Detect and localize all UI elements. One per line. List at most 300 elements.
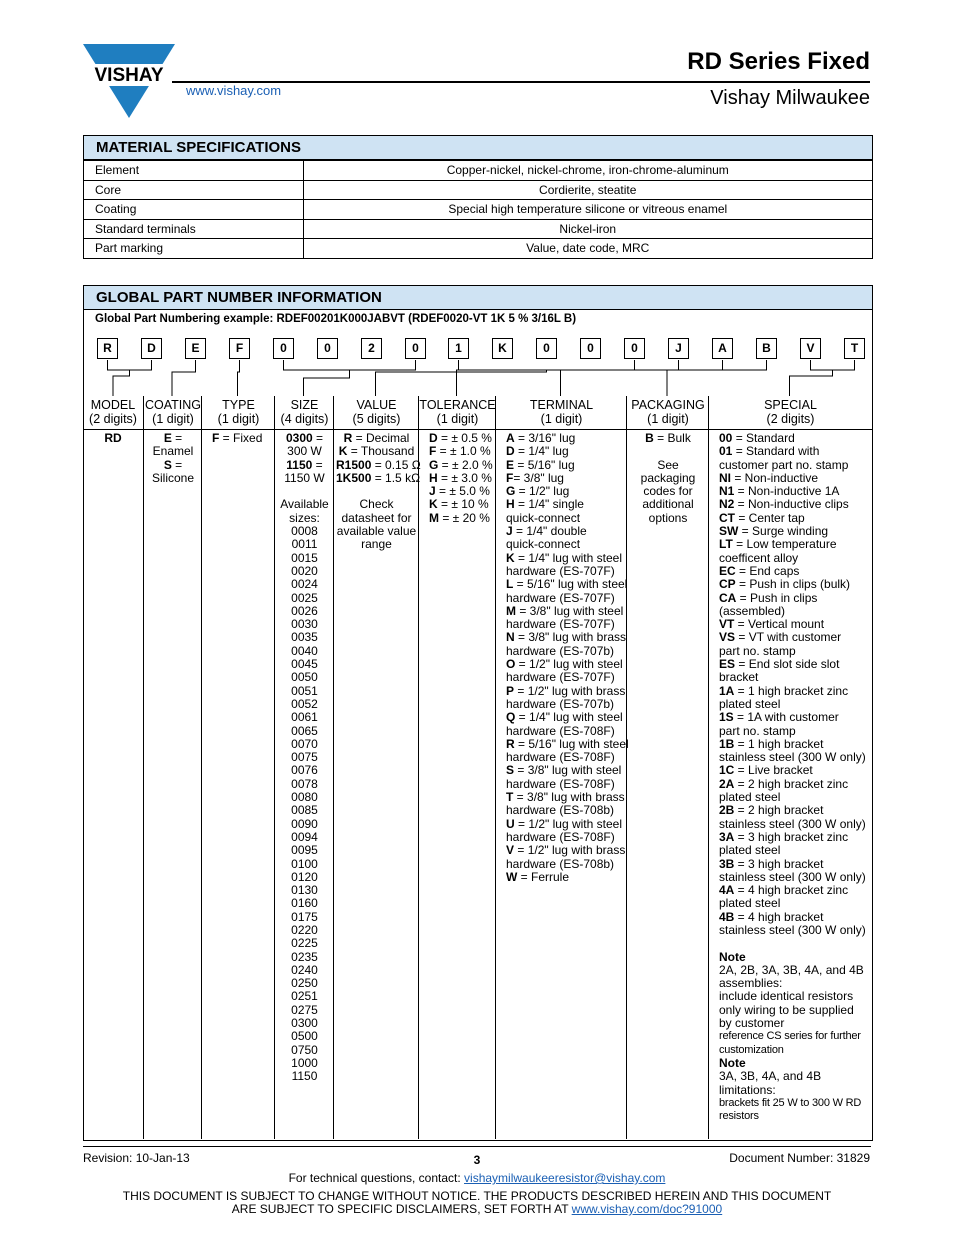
part-number-char-box: 0: [405, 338, 426, 359]
code-desc: part no. stamp: [719, 643, 796, 658]
material-label: Standard terminals: [84, 219, 303, 239]
code-line: [506, 725, 625, 738]
code-desc: hardware (ES-708F): [506, 829, 615, 844]
code-desc: hardware (ES-707F): [506, 590, 615, 605]
code-line: [506, 804, 625, 817]
code-desc: hardware (ES-707b): [506, 696, 615, 711]
code-desc: Check: [359, 497, 394, 512]
code-desc: = Standard with: [732, 444, 820, 459]
code-line: [719, 738, 870, 751]
bracket-line: [376, 370, 547, 396]
code-desc: = 1.5 kΩ: [371, 470, 421, 485]
code-desc: = 1/2" lug with steel: [514, 816, 622, 831]
code-line: [506, 472, 625, 485]
code-desc: brackets fit 25 W to 300 W RD: [719, 1096, 862, 1109]
footer-contact-email-link[interactable]: vishaymilwaukeeresistor@vishay.com: [464, 1171, 666, 1185]
code-line: [719, 804, 870, 817]
part-number-char-box: 1: [448, 338, 469, 359]
bracket-line: [304, 370, 350, 396]
code-line: [506, 645, 625, 658]
part-number-char-box: K: [492, 338, 513, 359]
size-option: 0275: [291, 1002, 318, 1017]
material-value: Copper-nickel, nickel-chrome, iron-chrome-aluminum: [303, 161, 872, 181]
size-option: 1150: [291, 1069, 318, 1084]
size-option: 0008: [291, 524, 318, 539]
column-header-title: TERMINAL: [529, 398, 594, 412]
code-line: [719, 645, 870, 658]
code-desc: = Ferrule: [517, 869, 570, 884]
code-line: [429, 498, 494, 511]
code-line: [336, 498, 417, 511]
code-desc: = 3 high bracket zinc: [734, 829, 849, 844]
code-desc: = 1A with customer: [733, 710, 839, 725]
bracket-line: [284, 360, 416, 370]
code-key: G: [506, 484, 516, 499]
gpn-column-header: [334, 396, 419, 430]
code-line: [277, 445, 332, 458]
gpn-column-body: [709, 430, 872, 1125]
code-key: E: [163, 431, 172, 445]
code-line: [506, 671, 625, 684]
code-desc: hardware (ES-707F): [506, 670, 615, 685]
code-line: [629, 485, 707, 498]
code-desc: = 4 high bracket: [734, 909, 824, 924]
code-desc: resistors: [719, 1110, 759, 1123]
code-line: [719, 445, 870, 458]
code-desc: quick-connect: [506, 537, 581, 552]
size-option: 0011: [291, 537, 318, 552]
code-desc: 2A, 2B, 3A, 3B, 4A, and 4B: [719, 962, 864, 977]
header-url-link[interactable]: www.vishay.com: [186, 83, 282, 98]
code-desc: 3A, 3B, 4A, and 4B: [719, 1069, 822, 1084]
code-key: CT: [719, 510, 735, 525]
code-desc: coefficent alloy: [719, 550, 799, 565]
code-desc: = Bulk: [653, 431, 691, 445]
code-line: [719, 964, 870, 977]
bracket-line: [113, 370, 130, 396]
size-option: 0070: [291, 736, 318, 751]
code-line: [506, 552, 625, 565]
column-header-title: SIZE: [290, 398, 319, 412]
code-desc: Enamel: [152, 444, 194, 459]
code-desc: sizes:: [289, 510, 320, 525]
code-line: [719, 977, 870, 990]
code-desc: (assembled): [719, 603, 786, 618]
code-line: [629, 472, 707, 485]
code-line: [506, 631, 625, 644]
column-header-digits: (5 digits): [352, 412, 401, 426]
code-desc: = 3/8" lug with brass: [514, 630, 626, 645]
code-desc: Available: [280, 497, 329, 512]
code-key: 2B: [719, 803, 735, 818]
code-desc: = End caps: [735, 563, 800, 578]
code-desc: = Low temperature: [732, 537, 837, 552]
code-desc: by customer: [719, 1016, 785, 1031]
code-desc: stainless steel (300 W only): [719, 816, 866, 831]
footer-page-number: 3: [473, 1153, 481, 1167]
code-line: [719, 871, 870, 884]
part-number-char-box: 0: [580, 338, 601, 359]
code-desc: = End slot side slot: [735, 657, 840, 672]
code-line: [506, 858, 625, 871]
footer-disclaimer-line-2: [0, 1202, 954, 1216]
code-line: [629, 459, 707, 472]
size-option: 0061: [291, 710, 318, 725]
gpn-column-body: [496, 430, 627, 886]
gpn-column-model: [83, 396, 143, 1139]
code-key: J: [429, 484, 436, 499]
code-line: [506, 764, 625, 777]
column-header-title: TYPE: [222, 398, 255, 412]
code-key: L: [506, 577, 514, 592]
code-line: [629, 432, 707, 445]
column-header-title: TOLERANCE: [419, 398, 496, 412]
footer-disclaimer-line-1: THIS DOCUMENT IS SUBJECT TO CHANGE WITHOUT NOTICE. THE PRODUCTS DESCRIBED HEREIN AND THIS DOCUMENT: [122, 1189, 832, 1203]
bracket-lines: [0, 0, 954, 400]
code-key: 4B: [719, 909, 735, 924]
code-key: VS: [719, 630, 736, 645]
code-desc: = 5/16" lug with steel: [513, 577, 628, 592]
code-line: [506, 538, 625, 551]
gpn-column-body: [627, 430, 709, 527]
code-key: G: [429, 457, 439, 472]
code-line: [719, 618, 870, 631]
code-desc: = 1/2" lug: [515, 484, 570, 499]
code-desc: hardware (ES-708F): [506, 776, 615, 791]
code-key: J: [506, 524, 513, 539]
code-desc: =: [312, 431, 324, 445]
size-option: 0250: [291, 976, 318, 991]
code-desc: = 5/16" lug: [514, 457, 575, 472]
code-desc: plated steel: [719, 896, 781, 911]
gpn-column-header: [83, 396, 143, 430]
bracket-line: [459, 360, 635, 370]
code-line: [719, 844, 870, 857]
code-desc: hardware (ES-708F): [506, 723, 615, 738]
code-key: K: [429, 497, 438, 512]
material-value: Nickel-iron: [303, 219, 872, 239]
size-option: 0015: [291, 550, 318, 565]
code-desc: = 3 high bracket: [734, 856, 824, 871]
footer-revision: Revision: 10-Jan-13: [83, 1151, 190, 1165]
code-desc: stainless steel (300 W only): [719, 869, 866, 884]
code-key: 3A: [719, 829, 735, 844]
code-line: [506, 565, 625, 578]
code-desc: part no. stamp: [719, 723, 796, 738]
gpn-column-header: [496, 396, 627, 430]
code-line: [719, 472, 870, 485]
code-line: [506, 618, 625, 631]
code-key: H: [506, 497, 515, 512]
size-option: 0051: [291, 683, 318, 698]
code-line: [719, 818, 870, 831]
code-desc: = 3/8" lug with steel: [514, 763, 622, 778]
code-key: U: [506, 816, 515, 831]
code-desc: reference CS series for further: [719, 1030, 861, 1043]
code-desc: plated steel: [719, 843, 781, 858]
column-header-digits: (1 digit): [647, 412, 689, 426]
code-desc: hardware (ES-708b): [506, 856, 615, 871]
code-key: 1150: [286, 457, 313, 472]
bracket-line: [172, 360, 196, 396]
code-key: P: [506, 683, 515, 698]
code-line: [719, 791, 870, 804]
code-line: [719, 565, 870, 578]
code-desc: = 1/2" lug with brass: [514, 683, 626, 698]
code-key: R: [506, 736, 515, 751]
material-label: Core: [84, 180, 303, 200]
code-line: [506, 577, 628, 592]
code-desc: plated steel: [719, 696, 781, 711]
code-desc: Silicone: [151, 470, 195, 485]
code-line: [146, 445, 200, 458]
code-desc: =: [171, 431, 183, 445]
code-desc: = Non-inductive: [731, 470, 819, 485]
code-line: [629, 512, 707, 525]
code-line: [719, 538, 870, 551]
code-desc: only wiring to be supplied: [719, 1002, 854, 1017]
code-key: 1K500: [336, 470, 372, 485]
code-line: [336, 432, 417, 445]
code-desc: = 5/16" lug with steel: [514, 736, 629, 751]
code-line: [277, 432, 332, 445]
code-line: [506, 445, 625, 458]
code-line: [719, 711, 870, 724]
column-header-digits: (2 digits): [766, 412, 815, 426]
material-value: Value, date code, MRC: [303, 239, 872, 258]
column-header-title: COATING: [144, 398, 202, 412]
code-desc: customer part no. stamp: [719, 457, 849, 472]
code-desc: range: [361, 537, 392, 552]
gpn-column-value: [333, 396, 419, 1139]
code-desc: = Push in clips (bulk): [735, 577, 851, 592]
column-header-title: PACKAGING: [631, 398, 705, 412]
size-option: 0225: [291, 936, 318, 951]
code-desc: = 1/2" lug with steel: [515, 657, 623, 672]
size-option: 0220: [291, 922, 318, 937]
footer-rule: [83, 1146, 871, 1147]
bracket-line: [790, 370, 833, 396]
code-key: F: [212, 431, 220, 445]
code-desc: hardware (ES-708b): [506, 803, 615, 818]
code-line: [506, 818, 625, 831]
code-key: 2A: [719, 776, 735, 791]
code-key: RD: [104, 431, 122, 445]
code-key: D: [429, 431, 438, 445]
size-option: 0300: [291, 1016, 318, 1031]
code-desc: = 3/16" lug: [514, 431, 576, 445]
code-line: [719, 605, 870, 618]
code-desc: datasheet for: [341, 510, 412, 525]
code-key: K: [506, 550, 515, 565]
gpn-column-header: [275, 396, 334, 430]
gpn-column-header: [627, 396, 709, 430]
code-line: [719, 485, 870, 498]
code-line: [506, 485, 625, 498]
code-line: [719, 1030, 870, 1043]
code-line: [719, 512, 870, 525]
code-key: 1S: [719, 710, 734, 725]
size-option: 0076: [291, 763, 318, 778]
code-desc: hardware (ES-708F): [506, 750, 615, 765]
code-line: [719, 1004, 870, 1017]
code-line: [719, 592, 870, 605]
code-line: [719, 1110, 870, 1123]
code-desc: limitations:: [719, 1082, 776, 1097]
code-line: [719, 578, 870, 591]
code-line: [506, 658, 625, 671]
gpn-example: Global Part Numbering example: RDEF00201K000JABVT (RDEF0020-VT 1K 5 % 3/16L B): [95, 313, 577, 325]
code-line: [429, 485, 494, 498]
code-line: [719, 951, 870, 964]
size-option: 0095: [291, 843, 318, 858]
code-desc: additional: [642, 497, 694, 512]
code-desc: bracket: [719, 670, 759, 685]
size-option: 0100: [291, 856, 318, 871]
code-desc: = 1/2" lug with brass: [514, 843, 626, 858]
code-key: NI: [719, 470, 731, 485]
size-option: 0085: [291, 803, 318, 818]
footer-disclaimer-link[interactable]: www.vishay.com/doc?91000: [571, 1202, 723, 1216]
code-desc: = Standard: [732, 431, 795, 445]
code-desc: = 1 high bracket: [734, 736, 824, 751]
code-line: [277, 472, 332, 485]
code-key: 4A: [719, 883, 735, 898]
code-desc: = Non-inductive clips: [734, 497, 849, 512]
part-number-char-box: F: [229, 338, 250, 359]
part-number-char-box: V: [800, 338, 821, 359]
part-number-char-box: E: [185, 338, 206, 359]
code-line: [429, 459, 494, 472]
code-line: [506, 831, 625, 844]
column-header-title: MODEL: [90, 398, 136, 412]
part-number-char-box: 0: [317, 338, 338, 359]
code-line: [336, 457, 421, 472]
code-line: [85, 432, 141, 445]
size-option: 0130: [291, 883, 318, 898]
size-option: 0065: [291, 723, 318, 738]
code-line: [506, 512, 625, 525]
gpn-columns: [83, 396, 871, 1139]
code-line: [719, 1017, 870, 1030]
code-desc: include identical resistors: [719, 989, 854, 1004]
code-line: [146, 432, 200, 445]
code-line: [506, 592, 625, 605]
code-desc: = Live bracket: [734, 763, 813, 778]
size-option: 0090: [291, 816, 318, 831]
code-desc: stainless steel (300 W only): [719, 922, 866, 937]
code-key: VT: [719, 617, 735, 632]
code-desc: = ± 1.0 %: [436, 444, 491, 459]
gpn-column-size: [274, 396, 334, 1139]
code-line: [719, 924, 870, 937]
code-key: ES: [719, 657, 736, 672]
code-line: [719, 911, 870, 924]
code-desc: = 1/4" double: [512, 524, 587, 539]
code-desc: = 1 high bracket zinc: [734, 683, 849, 698]
code-key: K: [338, 444, 348, 459]
code-desc: =: [312, 457, 323, 472]
part-number-char-box: T: [844, 338, 865, 359]
size-option: 0052: [291, 696, 318, 711]
gpn-column-body: [419, 430, 496, 527]
code-key: R: [343, 431, 353, 445]
footer-contact: [0, 1171, 954, 1185]
code-desc: assemblies:: [719, 976, 783, 991]
size-option: 0025: [291, 590, 318, 605]
code-key: F: [429, 444, 437, 459]
code-key: 1B: [719, 736, 735, 751]
code-line: [719, 831, 870, 844]
code-key: LT: [719, 537, 733, 552]
code-line: [506, 844, 625, 857]
code-desc: options: [648, 510, 688, 525]
code-key: B: [645, 431, 654, 445]
gpn-column-header: [202, 396, 275, 430]
code-desc: = 4 high bracket zinc: [734, 883, 849, 898]
code-key: M: [506, 603, 516, 618]
gpn-column-tolerance: [418, 396, 496, 1139]
code-line: [429, 512, 494, 525]
code-line: [429, 432, 494, 445]
column-header-digits: (4 digits): [280, 412, 329, 426]
code-desc: See: [657, 457, 679, 472]
material-value: Cordierite, steatite: [303, 180, 872, 200]
size-option: 0045: [291, 657, 318, 672]
code-key: 01: [719, 444, 733, 459]
code-desc: = ± 5.0 %: [435, 484, 490, 499]
bracket-line: [457, 360, 679, 396]
code-line: [719, 884, 870, 897]
code-line: [719, 671, 870, 684]
code-line: [506, 698, 625, 711]
code-key: 0300: [285, 431, 313, 445]
code-line: [277, 485, 332, 498]
code-key: EC: [719, 563, 736, 578]
code-key: F: [506, 470, 514, 485]
code-line: [719, 631, 870, 644]
code-line: [336, 512, 417, 525]
code-desc: = Push in clips: [736, 590, 818, 605]
code-key: E: [506, 457, 515, 472]
code-desc: = Non-inductive 1A: [734, 484, 840, 499]
page-title: RD Series Fixed: [687, 48, 870, 75]
size-option: 0035: [291, 630, 318, 645]
code-line: [336, 470, 421, 485]
code-desc: = ± 20 %: [439, 510, 490, 525]
size-option: 0750: [291, 1042, 318, 1057]
gpn-column-body: [83, 430, 143, 447]
code-desc: = 0.15 Ω: [371, 457, 421, 472]
code-line: [719, 552, 870, 565]
code-key: CA: [719, 590, 737, 605]
size-option: 0160: [291, 896, 318, 911]
size-option: 0030: [291, 617, 318, 632]
code-line: [719, 459, 870, 472]
size-option: 0235: [291, 949, 318, 964]
code-key: S: [163, 457, 172, 472]
bracket-line: [238, 360, 240, 396]
column-header-title: SPECIAL: [764, 398, 817, 412]
size-option: 1000: [291, 1055, 318, 1070]
bracket-line: [108, 360, 152, 370]
code-desc: = Surge winding: [738, 524, 829, 539]
code-line: [719, 764, 870, 777]
size-option: 0026: [291, 603, 318, 618]
code-line: [719, 778, 870, 791]
code-key: T: [506, 790, 514, 805]
size-option: 0500: [291, 1029, 318, 1044]
